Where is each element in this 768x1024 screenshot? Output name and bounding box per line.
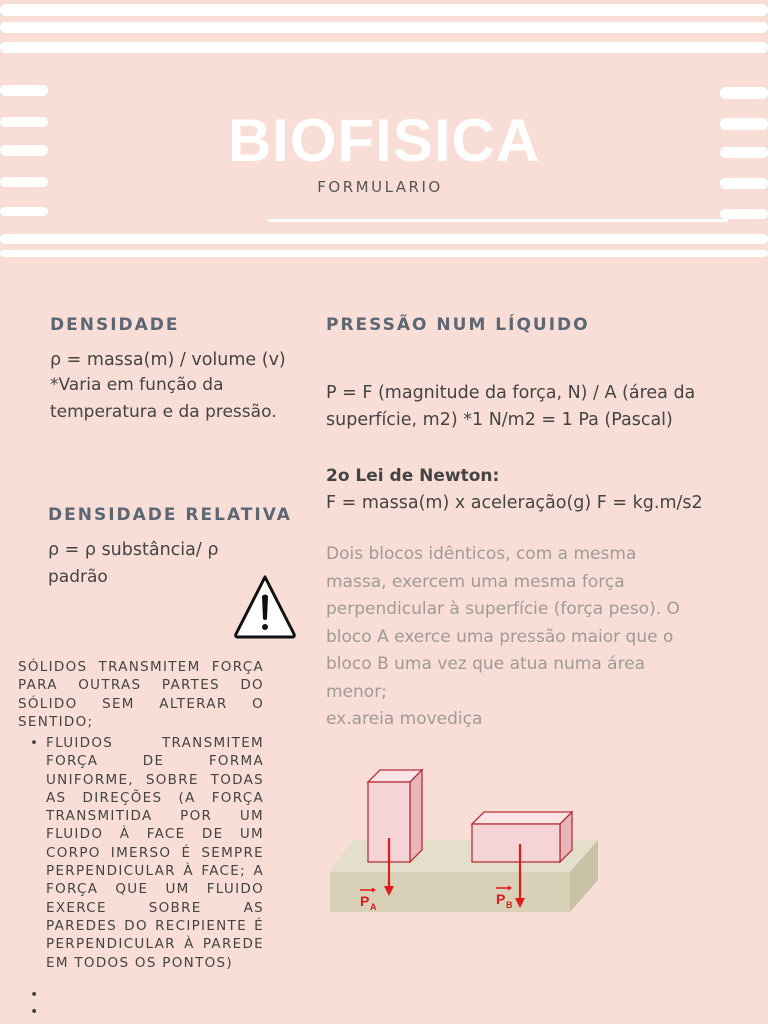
blocos-line1: Dois blocos idênticos, com a mesma — [326, 544, 637, 564]
newton-formula: F = massa(m) x aceleração(g) F = kg.m/s2 — [326, 493, 703, 513]
stripe — [720, 209, 768, 219]
list-item — [18, 734, 264, 972]
page-title: BIOFISICA — [227, 107, 541, 174]
label-pa: P — [360, 893, 370, 909]
blocos-line7: ex.areia movediça — [326, 709, 483, 729]
blocos-line6: menor; — [326, 682, 387, 702]
stripe — [268, 219, 728, 222]
stripe — [0, 42, 768, 53]
bullet-dot: • — [30, 735, 40, 751]
fluidos-text: FLUIDOS TRANSMITEM FORÇA DE FORMA UNIFORME, SOBRE TODAS AS DIREÇÕES (A FORÇA TRANSMITIDA POR UM FLUIDO À FACE DE UM CORPO IMERSO É SEMPRE PERPENDICULAR À FACE; A FORÇA QUE UM FLUIDO EXERCE SOBRE AS PAREDES DO RECIPIENTE É PERPENDICULAR À PAREDE EM TODOS OS PONTOS) — [46, 735, 264, 971]
stripe — [0, 4, 768, 16]
block-a-side — [410, 770, 422, 862]
label-pb: P — [496, 891, 506, 907]
block-b-front — [472, 824, 560, 862]
stripe — [0, 250, 768, 257]
densidade-formula: ρ = massa(m) / volume (v) — [50, 350, 286, 370]
page-subtitle: FORMULARIO — [317, 178, 443, 196]
label-pb-sub: B — [506, 900, 513, 910]
stripe — [0, 207, 48, 216]
empty-bullet: • — [30, 1004, 39, 1020]
pressao-line1: P = F (magnitude da força, N) / A (área da — [326, 383, 696, 403]
blocos-line5: bloco B uma vez que atua numa área — [326, 654, 646, 674]
stripe — [0, 85, 48, 96]
solidos-text: SÓLIDOS TRANSMITEM FORÇA PARA OUTRAS PARTES DO SÓLIDO SEM ALTERAR O SENTIDO; — [18, 659, 264, 730]
densidade-relativa-heading: DENSIDADE RELATIVA — [48, 505, 292, 525]
densidade-relativa-line2: padrão — [48, 567, 108, 587]
pressao-line2: superfície, m2) *1 N/m2 = 1 Pa (Pascal) — [326, 410, 673, 430]
blocos-line2: massa, exercem uma mesma força — [326, 572, 625, 592]
stripe — [0, 22, 768, 33]
block-b-top — [472, 812, 572, 824]
blocos-line4: bloco A exerce uma pressão maior que o — [326, 627, 674, 647]
stripe — [720, 87, 768, 99]
densidade-note-line1: *Varia em função da — [50, 375, 224, 395]
newton-heading: 2o Lei de Newton: — [326, 466, 500, 486]
fluidos-list — [18, 734, 264, 972]
pressure-figure — [326, 764, 602, 916]
stripe — [0, 234, 768, 244]
densidade-note-line2: temperatura e da pressão. — [50, 402, 277, 422]
pressao-heading: PRESSÃO NUM LÍQUIDO — [326, 315, 590, 335]
label-pa-sub: A — [370, 902, 377, 912]
blocos-line3: perpendicular à superfície (força peso). O — [326, 599, 680, 619]
densidade-relativa-line1: ρ = ρ substância/ ρ — [48, 540, 219, 560]
warning-icon — [232, 572, 298, 640]
empty-bullet: • — [30, 987, 39, 1003]
densidade-heading: DENSIDADE — [50, 315, 180, 335]
